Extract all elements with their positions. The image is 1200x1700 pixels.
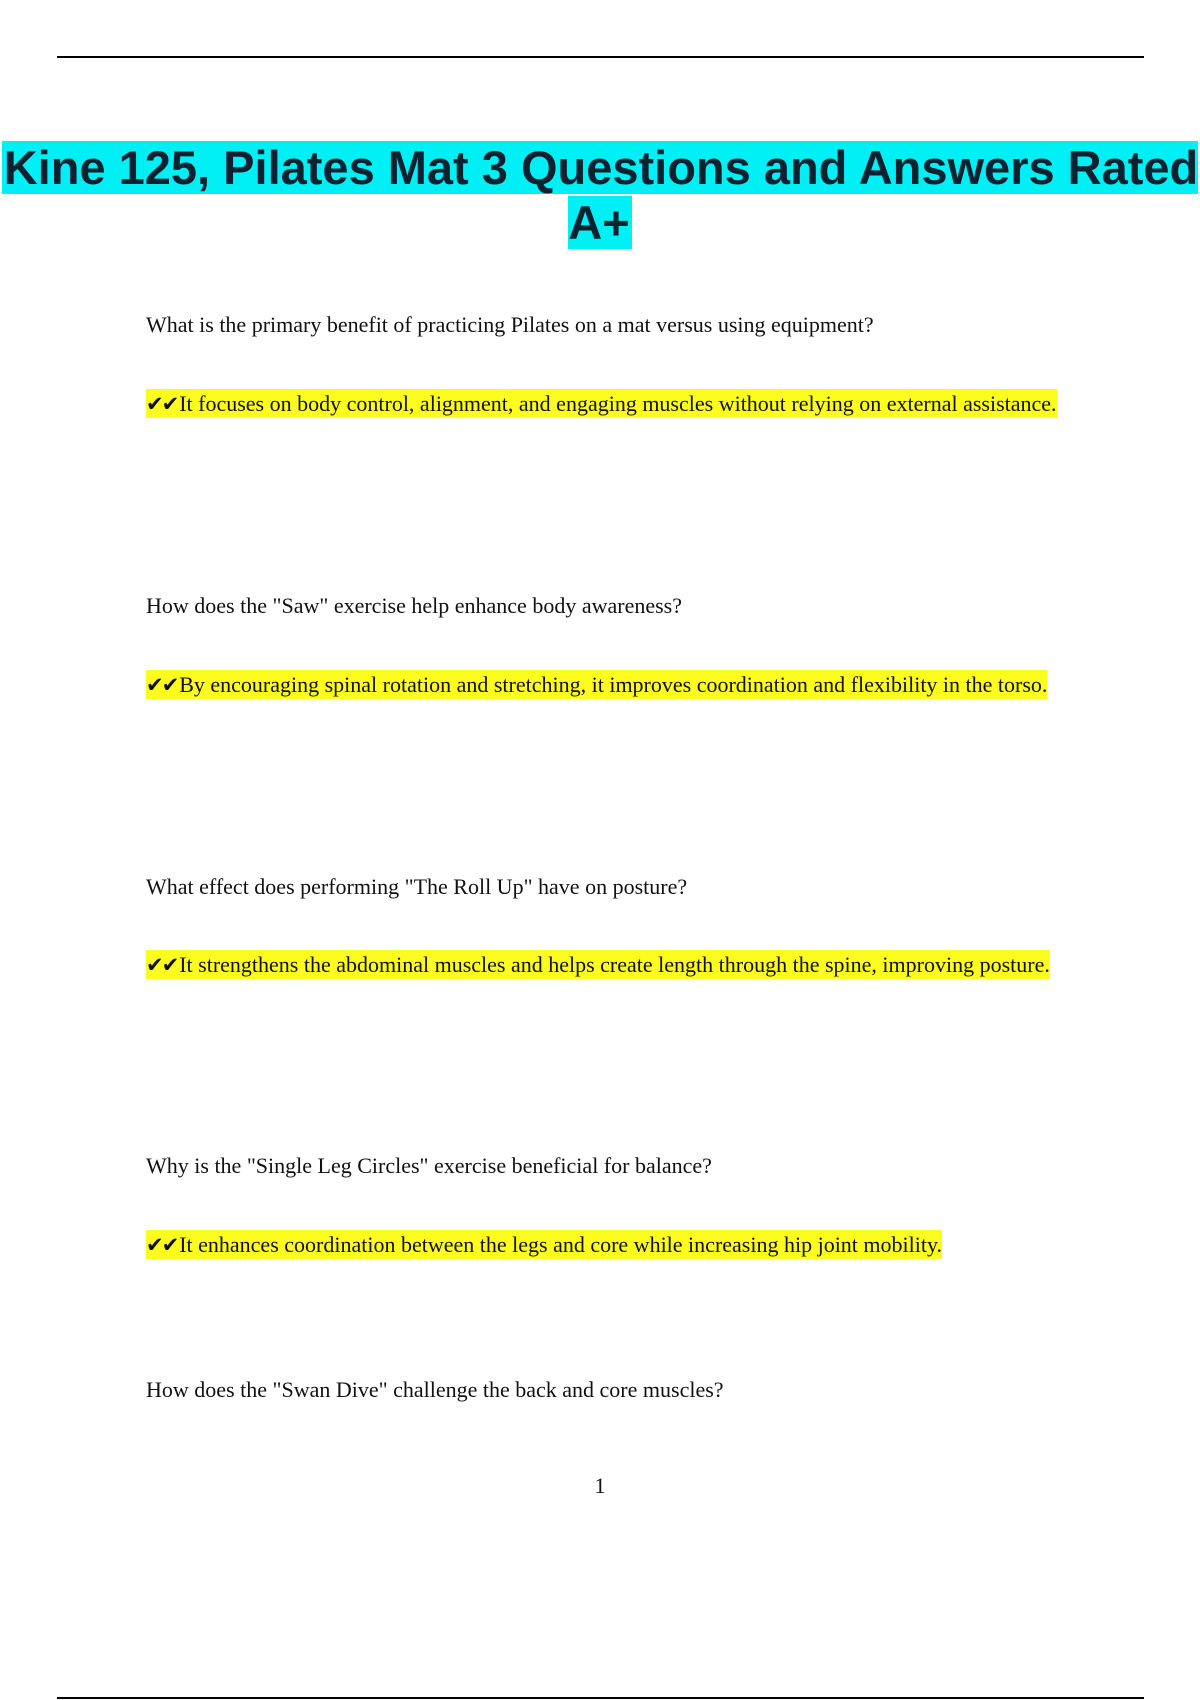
question-3: What effect does performing "The Roll Up" have on posture? bbox=[146, 874, 688, 899]
answer-1-text: It focuses on body control, alignment, and engaging muscles without relying on external assistance. bbox=[179, 391, 1057, 416]
double-check-icon: ✔✔ bbox=[146, 392, 178, 416]
answer-1 bbox=[146, 373, 1086, 435]
answer-3 bbox=[146, 934, 1086, 996]
answer-2 bbox=[146, 654, 1086, 716]
double-check-icon: ✔✔ bbox=[146, 673, 178, 697]
answer-4 bbox=[146, 1214, 1086, 1276]
answer-3-text: It strengthens the abdominal muscles and helps create length through the spine, improving posture. bbox=[179, 952, 1050, 977]
page-number: 1 bbox=[594, 1473, 606, 1498]
question-2: How does the "Saw" exercise help enhance body awareness? bbox=[146, 593, 682, 618]
top-rule bbox=[57, 56, 1144, 58]
question-5: How does the "Swan Dive" challenge the back and core muscles? bbox=[146, 1377, 724, 1402]
double-check-icon: ✔✔ bbox=[146, 953, 178, 977]
question-4: Why is the "Single Leg Circles" exercise beneficial for balance? bbox=[146, 1153, 712, 1178]
double-check-icon: ✔✔ bbox=[146, 1233, 178, 1257]
answer-highlight bbox=[146, 389, 1057, 418]
bottom-rule bbox=[57, 1697, 1144, 1699]
document-title bbox=[0, 140, 1200, 250]
answer-highlight bbox=[146, 950, 1050, 979]
answer-highlight bbox=[146, 670, 1047, 699]
document-title-text: Kine 125, Pilates Mat 3 Questions and Answers Rated A+ bbox=[3, 141, 1199, 249]
answer-4-text: It enhances coordination between the legs and core while increasing hip joint mobility. bbox=[179, 1232, 943, 1257]
answer-highlight bbox=[146, 1230, 942, 1259]
answer-2-text: By encouraging spinal rotation and stretching, it improves coordination and flexibility in the torso. bbox=[179, 672, 1048, 697]
question-1: What is the primary benefit of practicing Pilates on a mat versus using equipment? bbox=[146, 312, 874, 337]
